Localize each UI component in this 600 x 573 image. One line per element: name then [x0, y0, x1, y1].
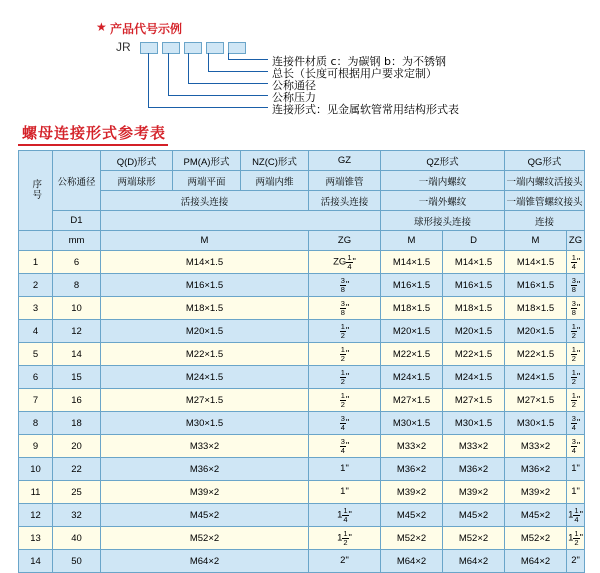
code-box [140, 42, 158, 54]
cell-m-left: M36×2 [101, 458, 309, 481]
cell-d-qz: M30×1.5 [443, 412, 505, 435]
leader-line [168, 53, 169, 95]
header-unit-m3: M [505, 231, 567, 251]
cell-seq: 5 [19, 343, 53, 366]
cell-zg-qg: $\frac{1}{2}$ " [567, 320, 585, 343]
cell-zg-qg: $\frac{3}{8}$ " [567, 274, 585, 297]
cell-dn: 14 [53, 343, 101, 366]
legend-note-dn: 公称通径 [272, 79, 316, 92]
table-row [19, 550, 585, 573]
cell-d-qz: M20×1.5 [443, 320, 505, 343]
cell-m-left: M45×2 [101, 504, 309, 527]
cell-seq: 3 [19, 297, 53, 320]
cell-m-left: M18×1.5 [101, 297, 309, 320]
header-unit-m2: M [381, 231, 443, 251]
cell-d-qz: M33×2 [443, 435, 505, 458]
table-header-row-1 [19, 151, 585, 171]
header-unit-seq [19, 231, 53, 251]
cell-zg-qg: 1" [567, 481, 585, 504]
cell-m-left: M30×1.5 [101, 412, 309, 435]
cell-d-qz: M24×1.5 [443, 366, 505, 389]
nut-connection-table [18, 150, 585, 573]
table-row [19, 343, 585, 366]
cell-seq: 12 [19, 504, 53, 527]
legend-note-length: 总长（长度可根据用户要求定制） [272, 67, 437, 80]
cell-m-qg: M30×1.5 [505, 412, 567, 435]
header-group-gz: GZ [309, 151, 381, 171]
cell-m-qg: M52×2 [505, 527, 567, 550]
cell-m-qg: M36×2 [505, 458, 567, 481]
cell-m-qg: M33×2 [505, 435, 567, 458]
table-row [19, 458, 585, 481]
table-header-row-3 [19, 191, 585, 211]
legend-note-connection: 连接形式：见金属软管常用结构形式表 [272, 103, 459, 116]
header-sub-nz: 两端内维 [241, 171, 309, 191]
cell-m-qg: M14×1.5 [505, 251, 567, 274]
cell-m-qz: M16×1.5 [381, 274, 443, 297]
cell-dn: 22 [53, 458, 101, 481]
cell-m-left: M16×1.5 [101, 274, 309, 297]
cell-seq: 13 [19, 527, 53, 550]
header-d1: D1 [53, 211, 101, 231]
cell-m-qg: M16×1.5 [505, 274, 567, 297]
leader-line [228, 59, 268, 60]
leader-line [148, 107, 268, 108]
header-group-pm: PM(A)形式 [173, 151, 241, 171]
cell-zg-gz: $\frac{1}{2}$ " [309, 320, 381, 343]
table-row [19, 251, 585, 274]
cell-m-qg: M39×2 [505, 481, 567, 504]
table-row [19, 320, 585, 343]
cell-m-left: M22×1.5 [101, 343, 309, 366]
cell-m-qz: M22×1.5 [381, 343, 443, 366]
table-row [19, 389, 585, 412]
table-body [19, 251, 585, 573]
page-title: 螺母连接形式参考表 [22, 124, 167, 142]
table-header-row-2 [19, 171, 585, 191]
cell-m-left: M33×2 [101, 435, 309, 458]
cell-zg-gz: $\frac{3}{8}$ " [309, 274, 381, 297]
leader-line [208, 53, 209, 71]
cell-m-left: M20×1.5 [101, 320, 309, 343]
code-prefix: JR [116, 40, 131, 54]
cell-m-left: M14×1.5 [101, 251, 309, 274]
cell-seq: 2 [19, 274, 53, 297]
cell-m-qg: M20×1.5 [505, 320, 567, 343]
header-sub-gz: 两端锥管 [309, 171, 381, 191]
cell-zg-qg: $\frac{1}{2}$ " [567, 343, 585, 366]
cell-seq: 6 [19, 366, 53, 389]
cell-d-qz: M14×1.5 [443, 251, 505, 274]
cell-zg-gz: $\frac{1}{2}$ " [309, 343, 381, 366]
code-box-group [140, 42, 246, 54]
product-code-legend [0, 0, 600, 118]
table-row [19, 504, 585, 527]
cell-m-qz: M20×1.5 [381, 320, 443, 343]
cell-zg-gz: 2" [309, 550, 381, 573]
cell-dn: 16 [53, 389, 101, 412]
cell-zg-gz: ZG $\frac{1}{4}$ " [309, 251, 381, 274]
cell-dn: 40 [53, 527, 101, 550]
header-group-nz: NZ(C)形式 [241, 151, 309, 171]
code-box [184, 42, 202, 54]
cell-zg-qg: $\frac{3}{4}$ " [567, 435, 585, 458]
cell-dn: 18 [53, 412, 101, 435]
cell-m-qz: M45×2 [381, 504, 443, 527]
leader-line [208, 71, 268, 72]
cell-m-qg: M24×1.5 [505, 366, 567, 389]
header-unit-zg: ZG [309, 231, 381, 251]
table-row [19, 366, 585, 389]
cell-m-qz: M36×2 [381, 458, 443, 481]
header-blank [101, 211, 381, 231]
cell-zg-qg: 1 $\frac{1}{4}$ " [567, 504, 585, 527]
cell-dn: 25 [53, 481, 101, 504]
cell-seq: 11 [19, 481, 53, 504]
code-box [162, 42, 180, 54]
cell-m-qg: M64×2 [505, 550, 567, 573]
cell-dn: 10 [53, 297, 101, 320]
header-sub-qd: 两端球形 [101, 171, 173, 191]
cell-m-qz: M39×2 [381, 481, 443, 504]
cell-m-qg: M22×1.5 [505, 343, 567, 366]
cell-seq: 8 [19, 412, 53, 435]
cell-m-qz: M14×1.5 [381, 251, 443, 274]
header-ball-joint: 球形接头连接 [381, 211, 505, 231]
cell-zg-qg: 1 $\frac{1}{2}$ " [567, 527, 585, 550]
cell-m-left: M24×1.5 [101, 366, 309, 389]
cell-seq: 14 [19, 550, 53, 573]
legend-note-material: 连接件材质 c：为碳钢 b：为不锈钢 [272, 55, 447, 68]
cell-zg-gz: $\frac{1}{2}$ " [309, 389, 381, 412]
nut-connection-table-wrapper [18, 150, 584, 573]
cell-zg-gz: $\frac{3}{4}$ " [309, 435, 381, 458]
header-group-qz: QZ形式 [381, 151, 505, 171]
cell-d-qz: M52×2 [443, 527, 505, 550]
header-connect: 连接 [505, 211, 585, 231]
cell-m-left: M52×2 [101, 527, 309, 550]
cell-zg-gz: 1 $\frac{1}{2}$ " [309, 527, 381, 550]
cell-d-qz: M18×1.5 [443, 297, 505, 320]
cell-d-qz: M39×2 [443, 481, 505, 504]
cell-zg-qg: 2" [567, 550, 585, 573]
cell-m-qz: M27×1.5 [381, 389, 443, 412]
leader-line [168, 95, 268, 96]
cell-zg-qg: $\frac{3}{4}$ " [567, 412, 585, 435]
header-unit-mm: mm [53, 231, 101, 251]
cell-m-qg: M45×2 [505, 504, 567, 527]
cell-seq: 1 [19, 251, 53, 274]
cell-d-qz: M36×2 [443, 458, 505, 481]
cell-m-qg: M27×1.5 [505, 389, 567, 412]
cell-m-qz: M30×1.5 [381, 412, 443, 435]
cell-zg-qg: $\frac{1}{4}$ " [567, 251, 585, 274]
cell-dn: 8 [53, 274, 101, 297]
cell-dn: 12 [53, 320, 101, 343]
table-row [19, 481, 585, 504]
cell-seq: 10 [19, 458, 53, 481]
cell-zg-qg: $\frac{3}{8}$ " [567, 297, 585, 320]
cell-dn: 50 [53, 550, 101, 573]
cell-m-qz: M18×1.5 [381, 297, 443, 320]
cell-zg-qg: $\frac{1}{2}$ " [567, 389, 585, 412]
header-group-qd: Q(D)形式 [101, 151, 173, 171]
header-dn: 公称通径 [53, 151, 101, 211]
cell-dn: 6 [53, 251, 101, 274]
header-union-gz: 活接头连接 [309, 191, 381, 211]
table-row [19, 274, 585, 297]
table-row [19, 297, 585, 320]
table-row [19, 412, 585, 435]
cell-d-qz: M22×1.5 [443, 343, 505, 366]
header-union-qg: 一端锥管螺纹接头 [505, 191, 585, 211]
cell-zg-gz: $\frac{1}{2}$ " [309, 366, 381, 389]
cell-m-qz: M24×1.5 [381, 366, 443, 389]
cell-d-qz: M16×1.5 [443, 274, 505, 297]
cell-zg-qg: $\frac{1}{2}$ " [567, 366, 585, 389]
cell-d-qz: M45×2 [443, 504, 505, 527]
header-sub-pm: 两端平面 [173, 171, 241, 191]
table-row [19, 435, 585, 458]
header-sub-qg: 一端内螺纹活接头 [505, 171, 585, 191]
cell-m-qz: M52×2 [381, 527, 443, 550]
cell-m-left: M39×2 [101, 481, 309, 504]
cell-dn: 15 [53, 366, 101, 389]
cell-zg-gz: 1" [309, 458, 381, 481]
legend-note-pressure: 公称压力 [272, 91, 316, 104]
cell-zg-gz: $\frac{3}{8}$ " [309, 297, 381, 320]
header-union-left: 活接头连接 [101, 191, 309, 211]
header-seq: 序号 [19, 151, 53, 231]
cell-d-qz: M64×2 [443, 550, 505, 573]
header-unit-zg2: ZG [567, 231, 585, 251]
cell-m-qz: M33×2 [381, 435, 443, 458]
leader-line [188, 83, 268, 84]
header-union-qz: 一端外螺纹 [381, 191, 505, 211]
cell-seq: 7 [19, 389, 53, 412]
cell-m-left: M64×2 [101, 550, 309, 573]
cell-seq: 4 [19, 320, 53, 343]
leader-line [188, 53, 189, 83]
cell-zg-gz: 1" [309, 481, 381, 504]
cell-d-qz: M27×1.5 [443, 389, 505, 412]
code-box [228, 42, 246, 54]
cell-m-qg: M18×1.5 [505, 297, 567, 320]
cell-dn: 32 [53, 504, 101, 527]
cell-zg-gz: $\frac{3}{4}$ " [309, 412, 381, 435]
legend-title: 产品代号示例 [110, 22, 183, 36]
header-sub-qz: 一端内螺纹 [381, 171, 505, 191]
cell-zg-qg: 1" [567, 458, 585, 481]
table-header-row-4 [19, 211, 585, 231]
cell-seq: 9 [19, 435, 53, 458]
cell-m-qz: M64×2 [381, 550, 443, 573]
table-header-row-5 [19, 231, 585, 251]
title-underline [18, 144, 168, 146]
cell-m-left: M27×1.5 [101, 389, 309, 412]
table-row [19, 527, 585, 550]
leader-line [148, 53, 149, 107]
star-icon: ★ [96, 20, 107, 34]
header-group-qg: QG形式 [505, 151, 585, 171]
header-unit-d: D [443, 231, 505, 251]
cell-dn: 20 [53, 435, 101, 458]
header-unit-m: M [101, 231, 309, 251]
cell-zg-gz: 1 $\frac{1}{4}$ " [309, 504, 381, 527]
